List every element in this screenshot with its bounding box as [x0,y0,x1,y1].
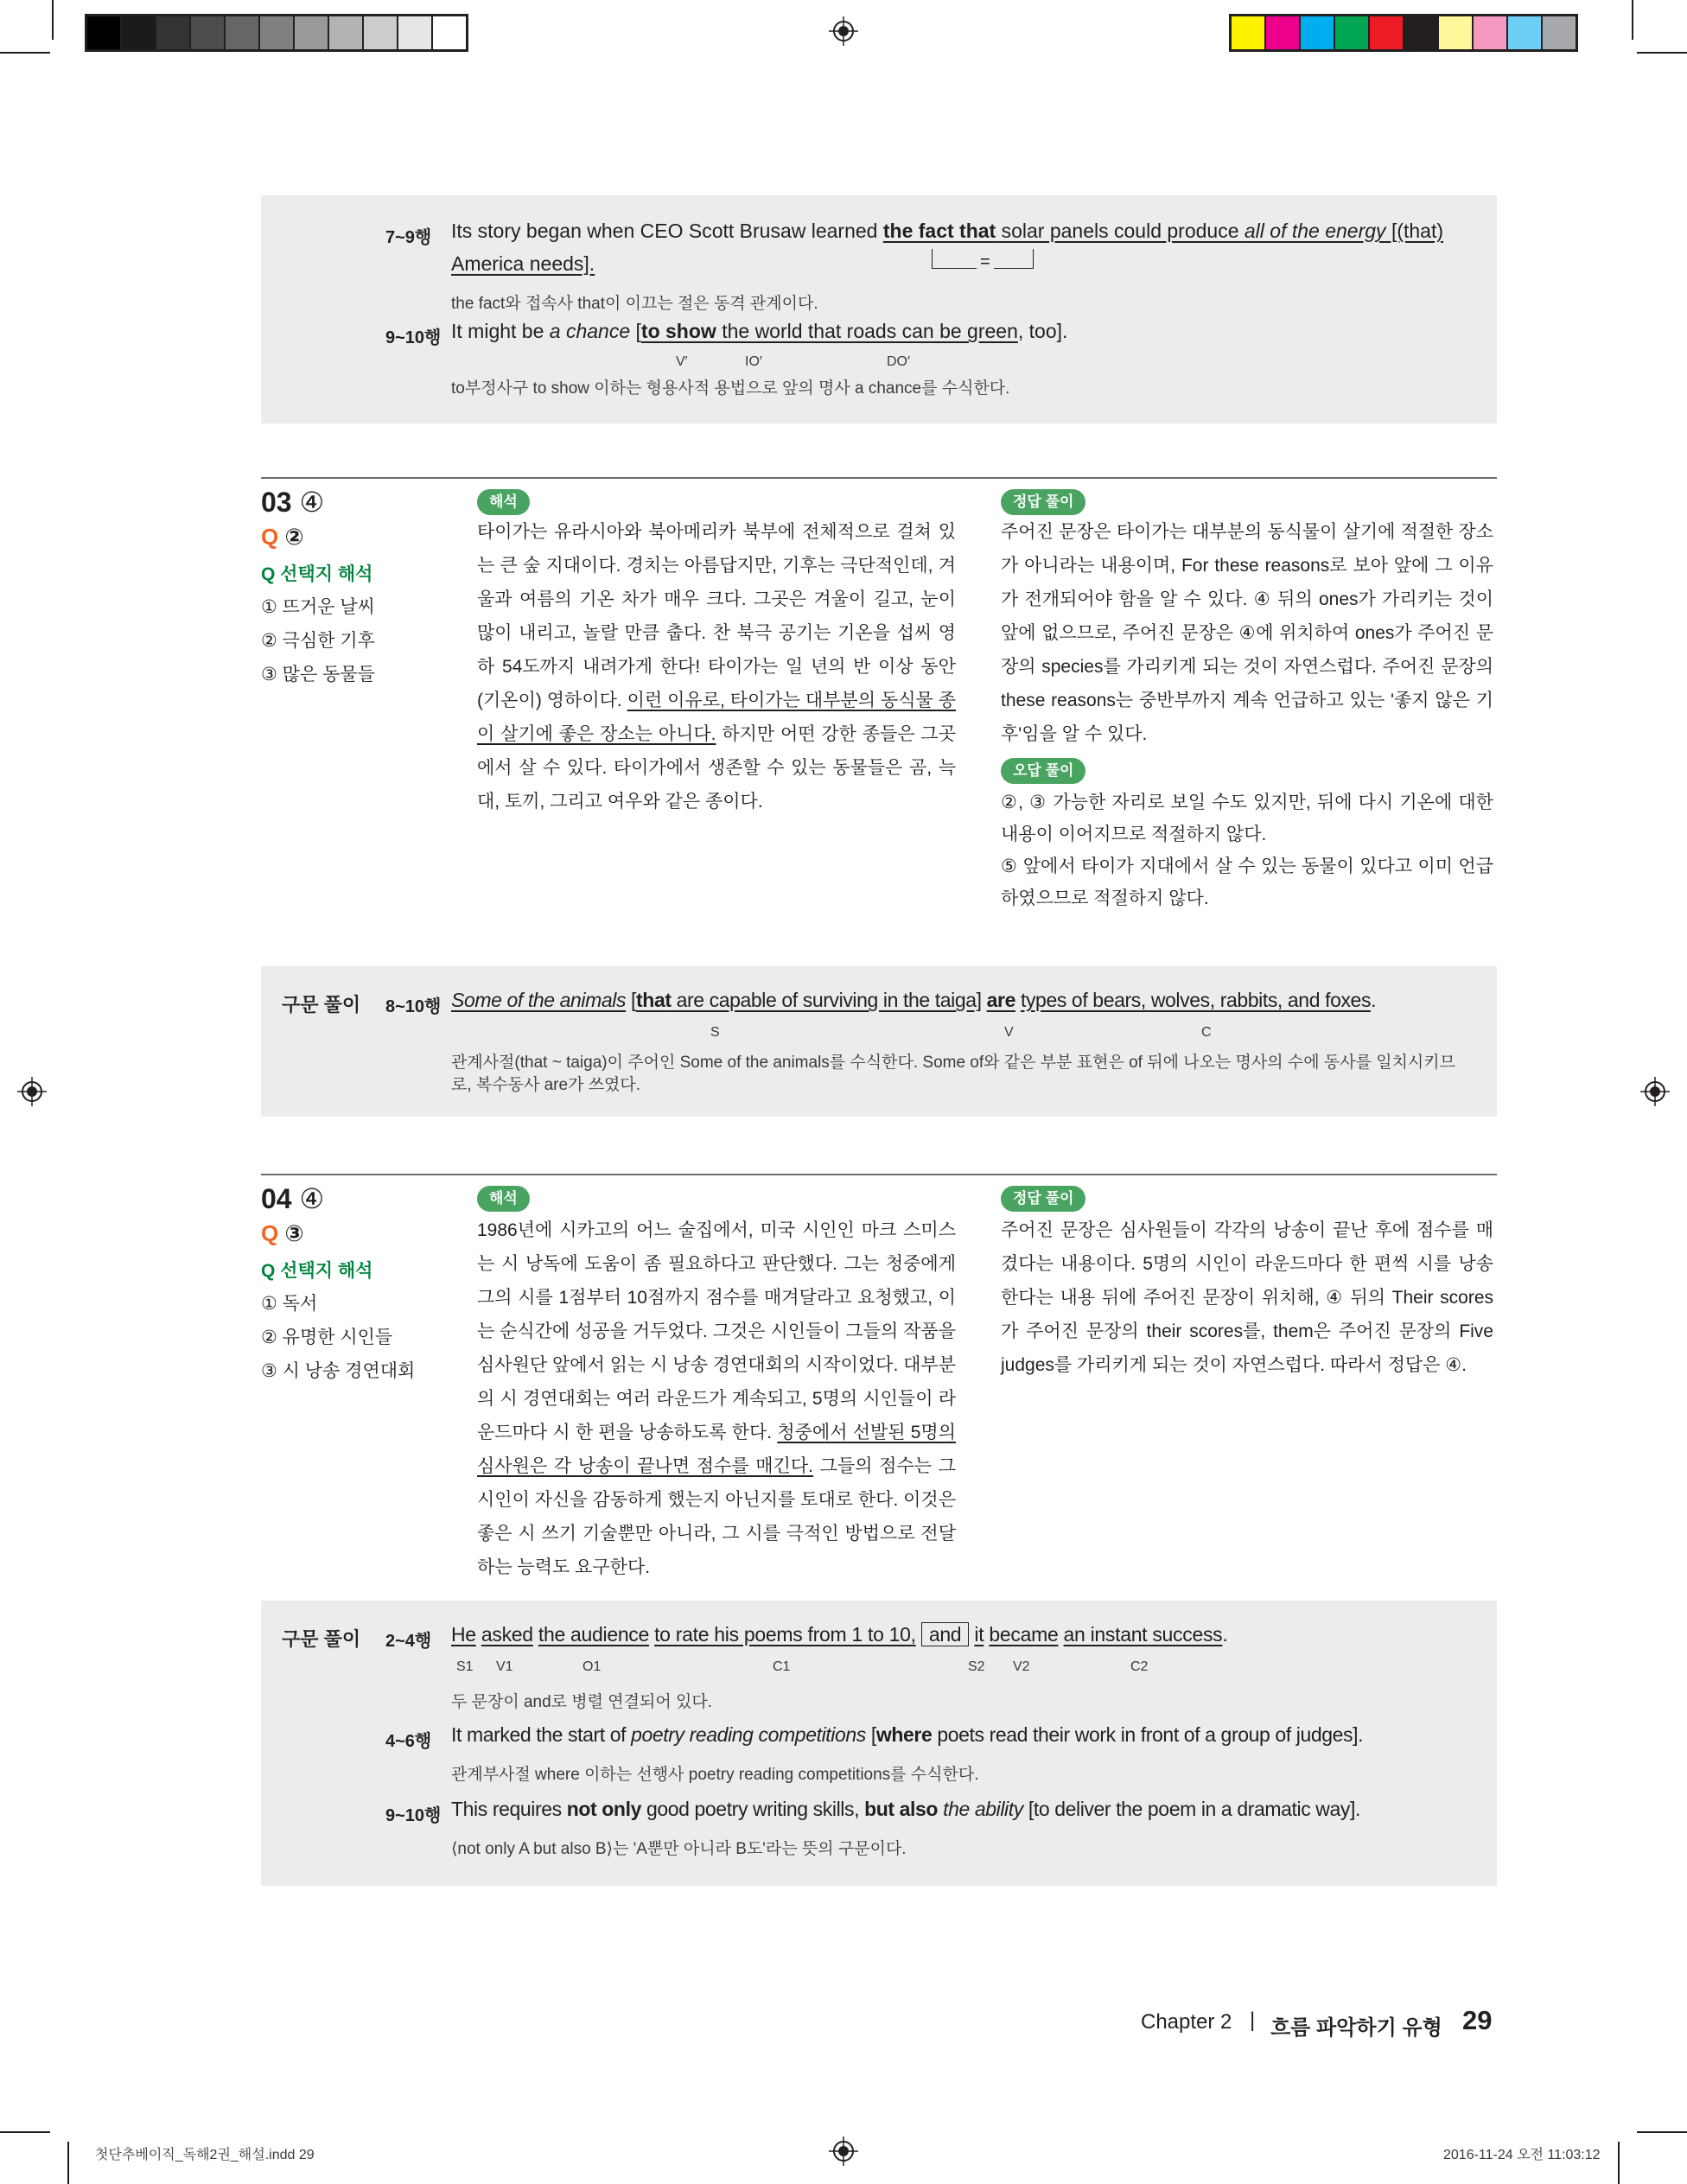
example-sentence: He asked the audience to rate his poems from 1 to 10, and it became an instant success. [451,1623,1228,1646]
registration-mark-icon [829,16,858,46]
color-swatch [191,16,226,49]
color-swatch [1232,16,1266,49]
crop-mark [1632,0,1633,40]
example-sentence: It marked the start of poetry reading competitions [where poets read their work in front of a group of judges]. [451,1723,1364,1746]
role-label: O1 [582,1659,602,1674]
color-swatch [1266,16,1301,49]
answer-explanation-text: 주어진 문장은 심사원들이 각각의 낭송이 끝난 후에 점수를 매겼다는 내용이다. 5명의 시인이 라운드마다 한 편씩 시를 낭송한다는 내용 뒤에 주어진 문장이 위치해, ④ 뒤의 Their scores가 주어진 문장의 their scores를, them은 주어진 문장의 Five judges를 가리키게 되는 것이 자연스럽다. 따라서 정답은 ④. [1001,1220,1493,1375]
crop-mark [1637,52,1687,54]
choice-option: ① 독서 [261,1294,318,1314]
conjunction-box: and [921,1622,969,1646]
example-sentence: This requires not only good poetry writing skills, but also the ability [to deliver the poem in a dramatic way]. [451,1798,1360,1820]
question-number: 04 ④ [261,1183,325,1214]
color-swatch [1543,16,1576,49]
example-sentence: Its story began when CEO Scott Brusaw learned the fact that solar panels could produce all of the energy [(that) [451,220,1444,242]
color-swatch [1301,16,1335,49]
grammar-note: ⟨not only A but also B⟩는 'A뿐만 아니라 B도'라는 뜻의 구문이다. [451,1840,907,1858]
crop-mark [1618,2142,1620,2184]
wrong-answer-text: ②, ③ 가능한 자리로 보일 수도 있지만, 뒤에 다시 기온에 대한 내용이 이어지므로 적절하지 않다. ⑤ 앞에서 타이가 지대에서 살 수 있는 동물이 있다고 이미 언급하였으므로 적절하지 않다. [1001,793,1493,908]
color-swatch [260,16,295,49]
color-swatch [1335,16,1370,49]
translation-text: 타이가는 유라시아와 북아메리카 북부에 전체적으로 걸쳐 있는 큰 숲 지대이다. 경치는 아름답지만, 기후는 극단적인데, 겨울과 여름의 기온 차가 매우 크다. 그곳은 겨울이 길고, 눈이 많이 내리고, 놀랄 만큼 춥다. 찬 북극 공기는 기온을 섭씨 영하 54도까지 내려가게 한다! 타이가는 일 년의 반 이상 동안 (기온이) 영하이다. 이런 이유로, 타이가는 대부분의 동식물 종이 살기에 좋은 장소는 아니다. 하지만 어떤 강한 종들은 그곳에서 살 수 있다. 타이가에서 생존할 수 있는 동물들은 곰, 늑대, 토끼, 그리고 여우와 같은 종이다. [477,522,956,812]
role-label: V2 [1013,1659,1030,1674]
role-label: V1 [496,1659,513,1674]
role-label: C2 [1130,1659,1149,1674]
choice-title: Q 선택지 해석 [261,564,373,584]
role-label: C [1201,1025,1212,1040]
line-reference: 7~9행 [385,228,432,247]
choice-option: ③ 시 낭송 경연대회 [261,1361,416,1381]
color-swatch [1508,16,1543,49]
grammar-box-title: 구문 풀이 [282,994,361,1016]
role-label: S1 [456,1659,474,1674]
line-reference: 4~6행 [385,1732,432,1751]
color-swatch [226,16,260,49]
line-reference: 9~10행 [385,1806,442,1825]
color-swatch [1474,16,1508,49]
role-label: DO′ [887,354,910,369]
color-swatch [1370,16,1404,49]
choice-option: ② 극심한 기후 [261,631,375,651]
role-label: V [1004,1025,1014,1040]
color-swatch [398,16,433,49]
role-label: S2 [968,1659,985,1674]
crop-mark [67,2142,69,2184]
registration-mark-icon [17,1077,47,1106]
answer-explanation-text: 주어진 문장은 타이가는 대부분의 동식물이 살기에 적절한 장소가 아니라는 내용이며, For these reasons로 보아 앞에 그 이유가 전개되어야 함을 알 수 있다. ④ 뒤의 ones가 가리키는 것이 앞에 없으므로, 주어진 문장은 ④에 위치하여 ones가 주어진 문장의 species를 가리키게 되는 것이 자연스럽다. 주어진 문장의 these reasons는 중반부까지 계속 언급하고 있는 '좋지 않은 기후'임을 알 수 있다. [1001,522,1493,744]
translation-text: 1986년에 시카고의 어느 술집에서, 미국 시인인 마크 스미스는 시 낭독에 도움이 좀 필요하다고 판단했다. 그는 청중에게 그의 시를 1점부터 10점까지 점수를 매겨달라고 요청했고, 이는 순식간에 성공을 거두었다. 그것은 시인들이 그들의 작품을 심사원단 앞에서 읽는 시 낭송 경연대회의 시작이었다. 대부분의 시 경연대회는 여러 라운드가 계속되고, 5명의 시인들이 라운드마다 시 한 편을 낭송하도록 한다. 청중에서 선발된 5명의 심사원은 각 낭송이 끝나면 점수를 매긴다. 그들의 점수는 그 시인이 자신을 감동하게 했는지 아닌지를 토대로 한다. 이것은 좋은 시 쓰기 기술뿐만 아니라, 그 시를 극적인 방법으로 전달하는 능력도 요구한다. [477,1220,956,1577]
role-label: C1 [773,1659,791,1674]
answer-explanation-label: 정답 풀이 [1001,1186,1085,1212]
choice-option: ② 유명한 시인들 [261,1328,393,1347]
color-swatch [329,16,364,49]
example-sentence-continued: America needs]. [451,252,595,275]
file-slug: 첫단추베이직_독해2권_해설.indd 29 [95,2148,315,2162]
answer-explanation-label: 정답 풀이 [1001,489,1085,515]
equals-sign: = [977,252,994,272]
translation-label: 해석 [477,1186,530,1212]
page-number: 29 [1462,2005,1493,2035]
process-color-bar [1229,14,1578,52]
q-answer: Q ③ [261,1220,304,1246]
line-reference: 8~10행 [385,997,442,1016]
registration-mark-icon [1640,1077,1670,1106]
crop-mark [52,0,54,40]
line-reference: 9~10행 [385,328,442,347]
date-slug: 2016-11-24 오전 11:03:12 [1443,2148,1601,2162]
section-divider [261,477,1497,479]
color-swatch [364,16,398,49]
wrong-answer-label: 오답 풀이 [1001,758,1085,784]
grammar-note: 관계부사절 where 이하는 선행사 poetry reading competitions를 수식한다. [451,1766,979,1784]
registration-mark-icon [829,2136,858,2166]
example-sentence: Some of the animals [that are capable of surviving in the taiga] are types of bears, wolves, rabbits, and foxes. [451,989,1377,1011]
crop-mark [1637,2131,1687,2133]
color-swatch [1404,16,1439,49]
color-swatch [433,16,466,49]
chapter-label: Chapter 2 [1141,2010,1232,2034]
choice-option: ① 뜨거운 날씨 [261,597,375,617]
grammar-note: the fact와 접속사 that이 이끄는 절은 동격 관계이다. [451,295,818,313]
color-swatch [156,16,191,49]
q-answer: Q ② [261,524,304,550]
line-reference: 2~4행 [385,1632,432,1651]
color-swatch [122,16,156,49]
role-label: V′ [676,354,688,369]
color-swatch [295,16,329,49]
role-label: S [710,1025,720,1040]
crop-mark [0,52,50,54]
crop-mark [0,2131,50,2133]
example-sentence: It might be a chance [to show the world that roads can be green, too]. [451,320,1068,342]
grayscale-color-bar [85,14,468,52]
color-swatch [87,16,122,49]
choice-option: ③ 많은 동물들 [261,665,375,684]
color-swatch [1439,16,1474,49]
grammar-note: 두 문장이 and로 병렬 연결되어 있다. [451,1693,712,1711]
grammar-box-title: 구문 풀이 [282,1628,361,1650]
grammar-note: to부정사구 to show 이하는 형용사적 용법으로 앞의 명사 a chance를 수식한다. [451,379,1010,398]
question-number: 03 ④ [261,487,325,518]
footer-separator: | [1250,2009,1256,2032]
grammar-note: 로, 복수동사 are가 쓰였다. [451,1076,641,1094]
role-label: IO′ [745,354,762,369]
translation-label: 해석 [477,489,530,515]
section-divider [261,1174,1497,1175]
grammar-note: 관계사절(that ~ taiga)이 주어인 Some of the animals를 수식한다. Some of와 같은 부분 표현은 of 뒤에 나오는 명사의 수에 동사를 일치시키므 [451,1054,1455,1072]
chapter-title: 흐름 파악하기 유형 [1270,2016,1442,2040]
choice-title: Q 선택지 해석 [261,1261,373,1281]
